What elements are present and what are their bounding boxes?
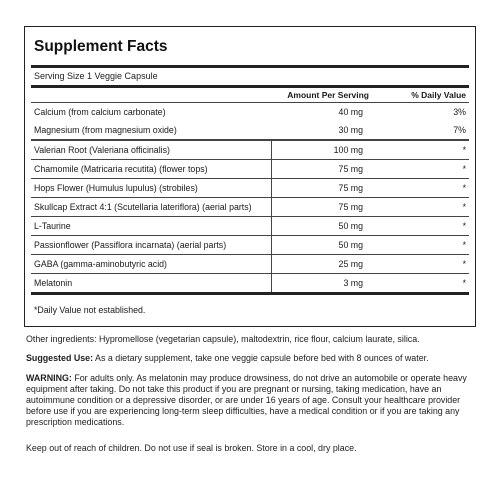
ingredient-row-melatonin — [31, 274, 469, 292]
suggested-use-label: Suggested Use: — [26, 353, 94, 363]
warning-paragraph — [26, 373, 478, 428]
nutrient-row-calcium — [31, 103, 469, 121]
ingredient-name: Chamomile (Matricaria recutita) (flower tops) — [34, 164, 208, 174]
nutrient-row-magnesium — [31, 121, 469, 139]
suggested-use-text: As a dietary supplement, take one veggie capsule before bed with 8 ounces of water. — [93, 353, 429, 363]
header-daily-value: % Daily Value — [411, 90, 466, 100]
ingredient-amount: 3 mg — [343, 278, 363, 288]
ingredient-daily-value: * — [462, 164, 466, 174]
nutrient-daily-value: 7% — [453, 125, 466, 135]
ingredient-amount: 50 mg — [338, 221, 363, 231]
nutrient-amount: 40 mg — [338, 107, 363, 117]
ingredient-daily-value: * — [462, 221, 466, 231]
ingredient-name: L-Taurine — [34, 221, 71, 231]
ingredient-daily-value: * — [462, 183, 466, 193]
daily-value-footnote: *Daily Value not established. — [34, 305, 146, 315]
warning-text: For adults only. As melatonin may produce drowsiness, do not drive an automobile or operate heavy equipment after taking. Do not take this product if you are pregnant or nursing, taking medication, have an autoimmune condition or a depressive disorder, or are under 16 years of age. Consult your healthcare provider before use if you are experiencing long-term sleep difficulties, have a medical condition or if you are taking any prescription medications. — [26, 373, 467, 427]
storage-instructions: Keep out of reach of children. Do not use if seal is broken. Store in a cool, dry place. — [26, 443, 357, 453]
ingredient-amount: 50 mg — [338, 240, 363, 250]
panel-title: Supplement Facts — [34, 38, 168, 55]
ingredient-amount: 100 mg — [333, 145, 363, 155]
ingredient-name: Hops Flower (Humulus lupulus) (strobiles) — [34, 183, 198, 193]
column-divider — [271, 140, 272, 292]
ingredient-row-skullcap — [31, 198, 469, 216]
ingredient-name: Skullcap Extract 4:1 (Scutellaria lateriflora) (aerial parts) — [34, 202, 252, 212]
table-header — [31, 90, 469, 102]
ingredient-row-valerian — [31, 141, 469, 159]
ingredient-daily-value: * — [462, 202, 466, 212]
other-ingredients: Other ingredients: Hypromellose (vegetarian capsule), maltodextrin, rice flour, calcium laurate, silica. — [26, 334, 420, 344]
ingredient-row-taurine — [31, 217, 469, 235]
ingredient-name: GABA (gamma-aminobutyric acid) — [34, 259, 167, 269]
suggested-use — [26, 353, 478, 364]
nutrient-daily-value: 3% — [453, 107, 466, 117]
ingredient-name: Valerian Root (Valeriana officinalis) — [34, 145, 170, 155]
serving-size: Serving Size 1 Veggie Capsule — [34, 71, 158, 81]
nutrient-amount: 30 mg — [338, 125, 363, 135]
ingredient-daily-value: * — [462, 240, 466, 250]
ingredient-daily-value: * — [462, 278, 466, 288]
nutrient-name: Calcium (from calcium carbonate) — [34, 107, 166, 117]
title-rule — [31, 65, 469, 68]
serving-rule — [31, 85, 469, 88]
ingredient-daily-value: * — [462, 145, 466, 155]
ingredient-amount: 75 mg — [338, 183, 363, 193]
nutrient-name: Magnesium (from magnesium oxide) — [34, 125, 177, 135]
ingredient-row-passionflower — [31, 236, 469, 254]
header-amount: Amount Per Serving — [287, 90, 369, 100]
ingredient-amount: 25 mg — [338, 259, 363, 269]
ingredient-amount: 75 mg — [338, 202, 363, 212]
ingredient-name: Passionflower (Passiflora incarnata) (aerial parts) — [34, 240, 227, 250]
ingredient-daily-value: * — [462, 259, 466, 269]
supplement-facts-panel — [24, 26, 476, 327]
ingredient-row-gaba — [31, 255, 469, 273]
ingredient-amount: 75 mg — [338, 164, 363, 174]
table-bottom-rule — [31, 292, 469, 295]
ingredient-row-chamomile — [31, 160, 469, 178]
ingredient-name: Melatonin — [34, 278, 73, 288]
ingredient-row-hops — [31, 179, 469, 197]
warning-label: WARNING: — [26, 373, 72, 383]
